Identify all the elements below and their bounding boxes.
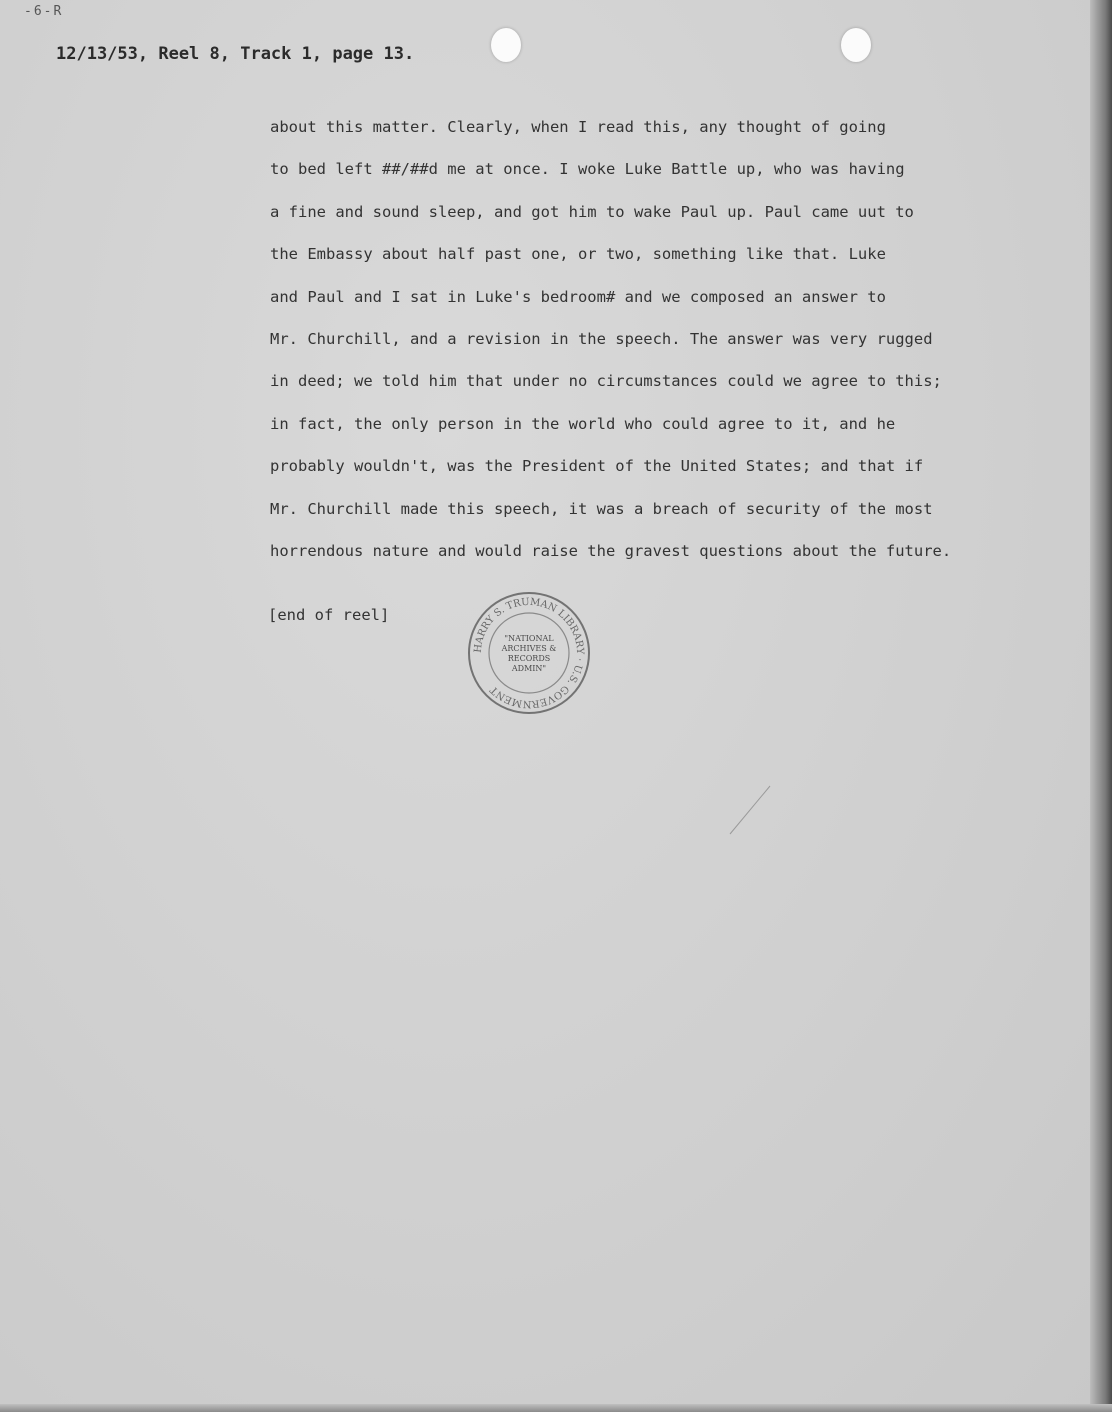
text-line: in fact, the only person in the world who could agree to it, and he — [270, 414, 896, 433]
archive-stamp — [466, 590, 592, 716]
text-line: and Paul and I sat in Luke's bedroom# and we composed an answer to — [270, 287, 886, 306]
stamp-ring-text: HARRY S. TRUMAN LIBRARY · U.S. GOVERNMENT — [472, 596, 586, 710]
text-line: horrendous nature and would raise the gravest questions about the future. — [270, 541, 952, 560]
page-bottom-edge — [0, 1404, 1112, 1412]
text-line: about this matter. Clearly, when I read this, any thought of going — [270, 118, 886, 136]
text-line: Mr. Churchill made this speech, it was a breach of security of the most — [270, 499, 933, 518]
text-line: a fine and sound sleep, and got him to wake Paul up. Paul came uut to — [270, 202, 914, 221]
paper-scratch-mark — [720, 780, 780, 840]
transcript-body — [270, 116, 1060, 582]
punch-hole-left — [491, 28, 521, 62]
stamp-center-text: "NATIONAL ARCHIVES & RECORDS ADMIN" — [501, 634, 557, 673]
text-line: probably wouldn't, was the President of the United States; and that if — [270, 457, 924, 476]
end-of-reel-note: [end of reel] — [268, 606, 390, 624]
text-line: the Embassy about half past one, or two, something like that. Luke — [270, 245, 886, 264]
text-line: to bed left ##/##d me at once. I woke Luke Battle up, who was having — [270, 160, 905, 179]
page-edge-shadow — [1090, 0, 1112, 1412]
corner-handwritten-mark: -6-R — [24, 4, 64, 19]
text-line: Mr. Churchill, and a revision in the speech. The answer was very rugged — [270, 329, 933, 348]
text-line: in deed; we told him that under no circumstances could we agree to this; — [270, 372, 942, 391]
punch-hole-right — [841, 28, 871, 62]
page-header: 12/13/53, Reel 8, Track 1, page 13. — [56, 44, 415, 64]
